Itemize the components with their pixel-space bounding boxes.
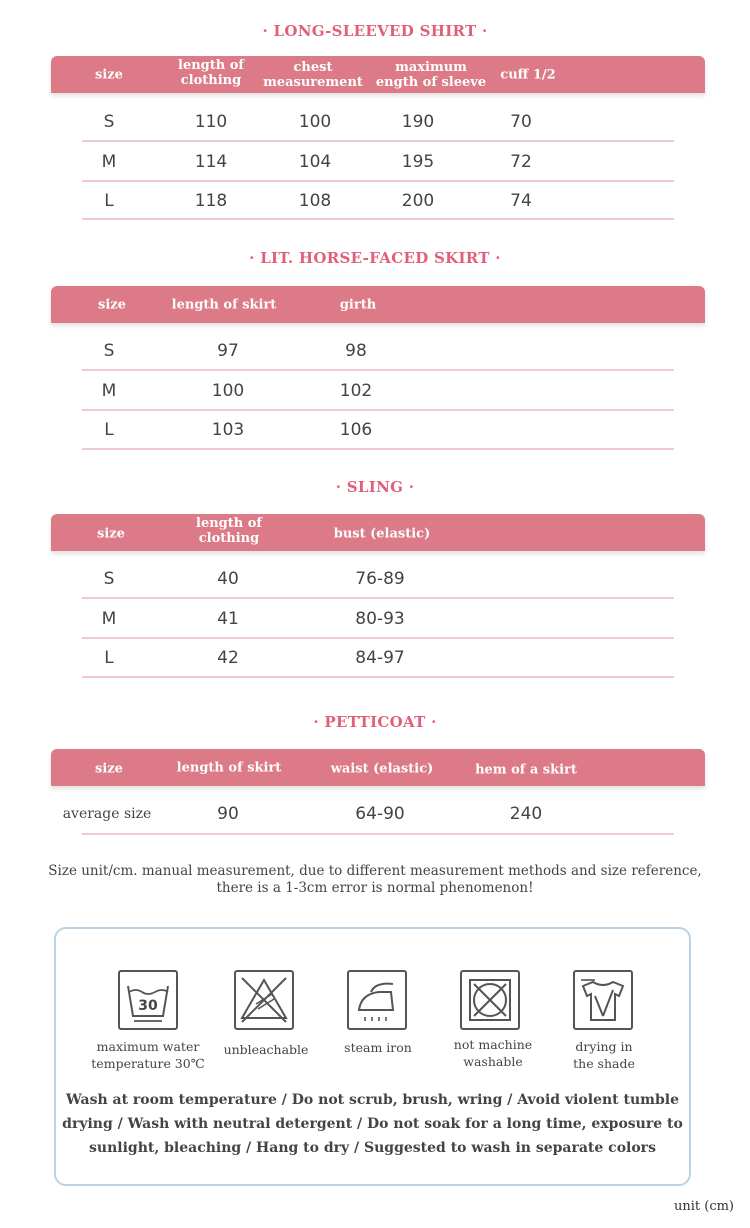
row-divider (82, 218, 674, 220)
no-bleach-label: unbleachable (223, 1042, 309, 1057)
cell-girth: 102 (339, 381, 373, 401)
cell-sleeve: 195 (401, 152, 435, 172)
cell-length: 100 (211, 381, 245, 401)
row-divider (82, 369, 674, 371)
table-header-horse-faced-skirt (51, 286, 705, 323)
section-title-petticoat: · PETTICOAT · (313, 713, 437, 731)
wash-temperature-number: 30 (138, 998, 158, 1014)
cell-cuff: 72 (510, 152, 532, 172)
measurement-note-line-1: Size unit/cm. manual measurement, due to different measurement methods and size reference, (48, 863, 702, 879)
row-divider (82, 637, 674, 639)
cell-size: M (101, 381, 117, 401)
header-size: size (97, 526, 125, 542)
care-text-line-1: Wash at room temperature / Do not scrub, brush, wring / Avoid violent tumble (66, 1092, 679, 1108)
cell-hem: 240 (509, 804, 543, 824)
care-text-line-2: drying / Wash with neutral detergent / Do not soak for a long time, exposure to (62, 1116, 683, 1132)
row-divider (82, 833, 674, 835)
cell-bust: 76-89 (355, 569, 405, 589)
no-bleach-icon (234, 970, 294, 1030)
header-size: size (95, 761, 123, 777)
cell-size: M (101, 152, 117, 172)
header-size: size (98, 297, 126, 313)
cell-size: L (104, 648, 114, 668)
cell-length: 90 (217, 804, 239, 824)
cell-bust: 80-93 (355, 609, 405, 629)
header-length-of-clothing: length of clothing (178, 58, 244, 88)
cell-length: 41 (217, 609, 239, 629)
table-header-long-sleeved-shirt (51, 56, 705, 93)
section-title-sling: · SLING · (335, 478, 415, 496)
row-divider (82, 140, 674, 142)
care-text-line-3: sunlight, bleaching / Hang to dry / Suggested to wash in separate colors (89, 1140, 656, 1156)
cell-sleeve: 190 (401, 112, 435, 132)
row-divider (82, 597, 674, 599)
cell-size: S (103, 341, 115, 361)
header-length-of-skirt: length of skirt (171, 297, 277, 313)
cell-length: 42 (217, 648, 239, 668)
header-length-of-skirt: length of skirt (176, 760, 282, 776)
section-title-horse-faced-skirt: · LIT. HORSE-FACED SKIRT · (249, 249, 501, 267)
no-machine-wash-label: not machine washable (453, 1037, 533, 1069)
cell-length: 114 (194, 152, 228, 172)
cell-sleeve: 200 (401, 191, 435, 211)
cell-waist: 64-90 (355, 804, 405, 824)
cell-size: S (103, 569, 115, 589)
header-size: size (95, 67, 123, 83)
header-bust-elastic: bust (elastic) (333, 526, 431, 542)
header-waist-elastic: waist (elastic) (330, 761, 434, 777)
steam-iron-icon (347, 970, 407, 1030)
steam-iron-label: steam iron (344, 1040, 412, 1055)
section-title-long-sleeved-shirt: · LONG-SLEEVED SHIRT · (262, 22, 488, 40)
cell-bust: 84-97 (355, 648, 405, 668)
dry-in-shade-label: drying in the shade (573, 1039, 635, 1071)
row-divider (82, 448, 674, 450)
row-divider (82, 676, 674, 678)
cell-size: S (103, 112, 115, 132)
cell-length: 97 (217, 341, 239, 361)
cell-size: average size (62, 806, 152, 822)
cell-size: L (104, 420, 114, 440)
measurement-note-line-2: there is a 1-3cm error is normal phenomenon! (216, 880, 534, 896)
cell-girth: 106 (339, 420, 373, 440)
cell-size: L (104, 191, 114, 211)
row-divider (82, 180, 674, 182)
header-cuff: cuff 1/2 (500, 67, 556, 83)
header-length-of-clothing: length of clothing (196, 516, 262, 546)
no-machine-wash-icon (460, 970, 520, 1030)
header-hem-of-skirt: hem of a skirt (475, 762, 577, 778)
row-divider (82, 409, 674, 411)
dry-in-shade-icon (573, 970, 633, 1030)
cell-girth: 98 (345, 341, 367, 361)
unit-label: unit (cm) (673, 1199, 734, 1214)
cell-chest: 104 (298, 152, 332, 172)
cell-size: M (101, 609, 117, 629)
cell-length: 110 (194, 112, 228, 132)
table-header-sling (51, 514, 705, 551)
cell-length: 103 (211, 420, 245, 440)
cell-length: 118 (194, 191, 228, 211)
wash-30-icon (118, 970, 178, 1030)
table-header-petticoat (51, 749, 705, 786)
header-chest-measurement: chest measurement (263, 60, 363, 90)
cell-chest: 108 (298, 191, 332, 211)
cell-length: 40 (217, 569, 239, 589)
header-girth: girth (339, 297, 377, 313)
cell-chest: 100 (298, 112, 332, 132)
header-max-length-of-sleeve: maximum ength of sleeve (375, 60, 487, 90)
cell-cuff: 74 (510, 191, 532, 211)
cell-cuff: 70 (510, 112, 532, 132)
wash-30-label: maximum water temperature 30℃ (91, 1039, 205, 1071)
